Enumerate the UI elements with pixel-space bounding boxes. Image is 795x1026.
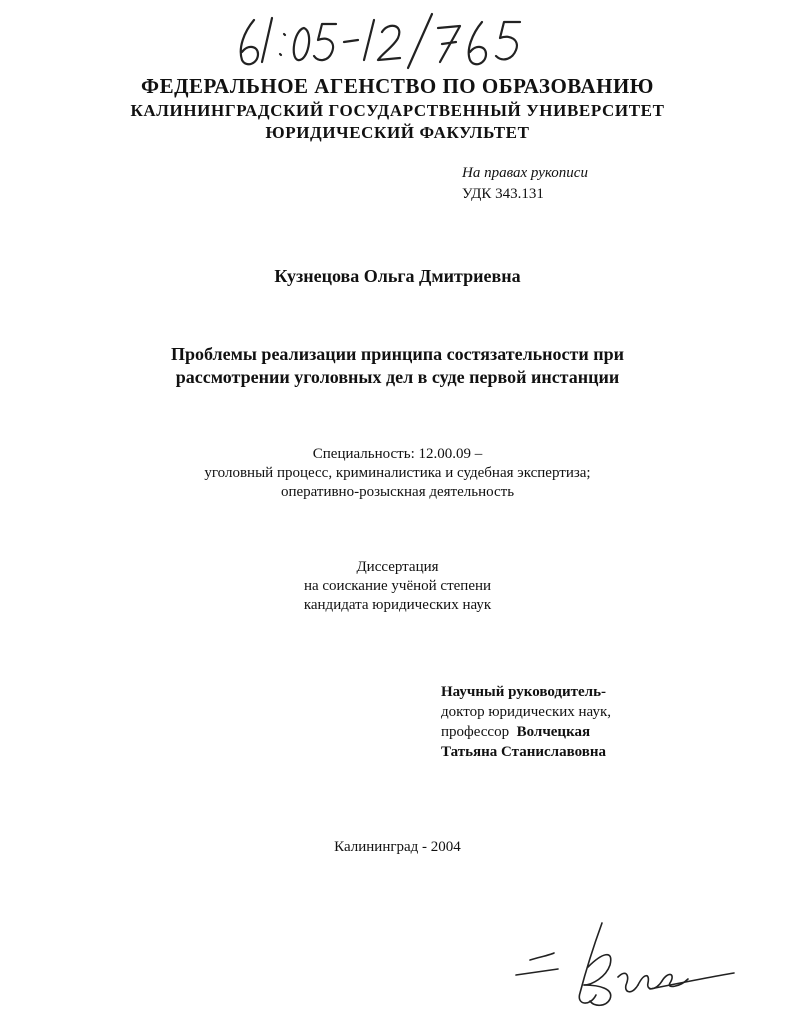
specialty-line-3: оперативно-розыскная деятельность — [280, 484, 515, 500]
university-name: КАЛИНИНГРАДСКИЙ ГОСУДАРСТВЕННЫЙ УНИВЕРСИТЕТ — [130, 101, 665, 120]
specialty-line-1: Специальность: 12.00.09 – — [312, 446, 483, 462]
dissertation-title — [0, 343, 795, 389]
agency-name: ФЕДЕРАЛЬНОЕ АГЕНСТВО ПО ОБРАЗОВАНИЮ — [141, 74, 654, 98]
signature-drawing — [510, 915, 740, 1015]
supervisor-block — [441, 682, 611, 762]
title-line-1: Проблемы реализации принципа состязательности при — [170, 344, 625, 364]
manuscript-rights: На правах рукописи — [462, 165, 588, 181]
place-and-year: Калининград - 2004 — [334, 839, 461, 855]
supervisor-title-prefix: профессор — [441, 724, 510, 740]
supervisor-name: Татьяна Станиславовна — [441, 744, 606, 760]
specialty-line-2: уголовный процесс, криминалистика и судебная экспертиза; — [204, 465, 591, 481]
supervisor-degree: доктор юридических наук, — [441, 704, 611, 720]
degree-line-2: на соискание учёной степени — [303, 578, 492, 594]
author-name: Кузнецова Ольга Дмитриевна — [274, 266, 521, 286]
specialty-block — [0, 445, 795, 502]
degree-line-3: кандидата юридических наук — [303, 597, 492, 613]
supervisor-surname: Волчецкая — [516, 724, 591, 740]
supervisor-title-line — [441, 722, 611, 742]
title-line-2: рассмотрении уголовных дел в суде первой инстанции — [175, 367, 620, 387]
archive-number-handwritten — [232, 10, 552, 70]
udc-code: УДК 343.131 — [462, 186, 544, 202]
archive-number-drawing — [232, 10, 552, 70]
handwritten-signature — [510, 915, 740, 1015]
degree-line-1: Диссертация — [356, 559, 439, 575]
faculty-name: ЮРИДИЧЕСКИЙ ФАКУЛЬТЕТ — [265, 123, 530, 142]
supervisor-role: Научный руководитель- — [441, 684, 606, 700]
dissertation-degree-block — [0, 558, 795, 615]
